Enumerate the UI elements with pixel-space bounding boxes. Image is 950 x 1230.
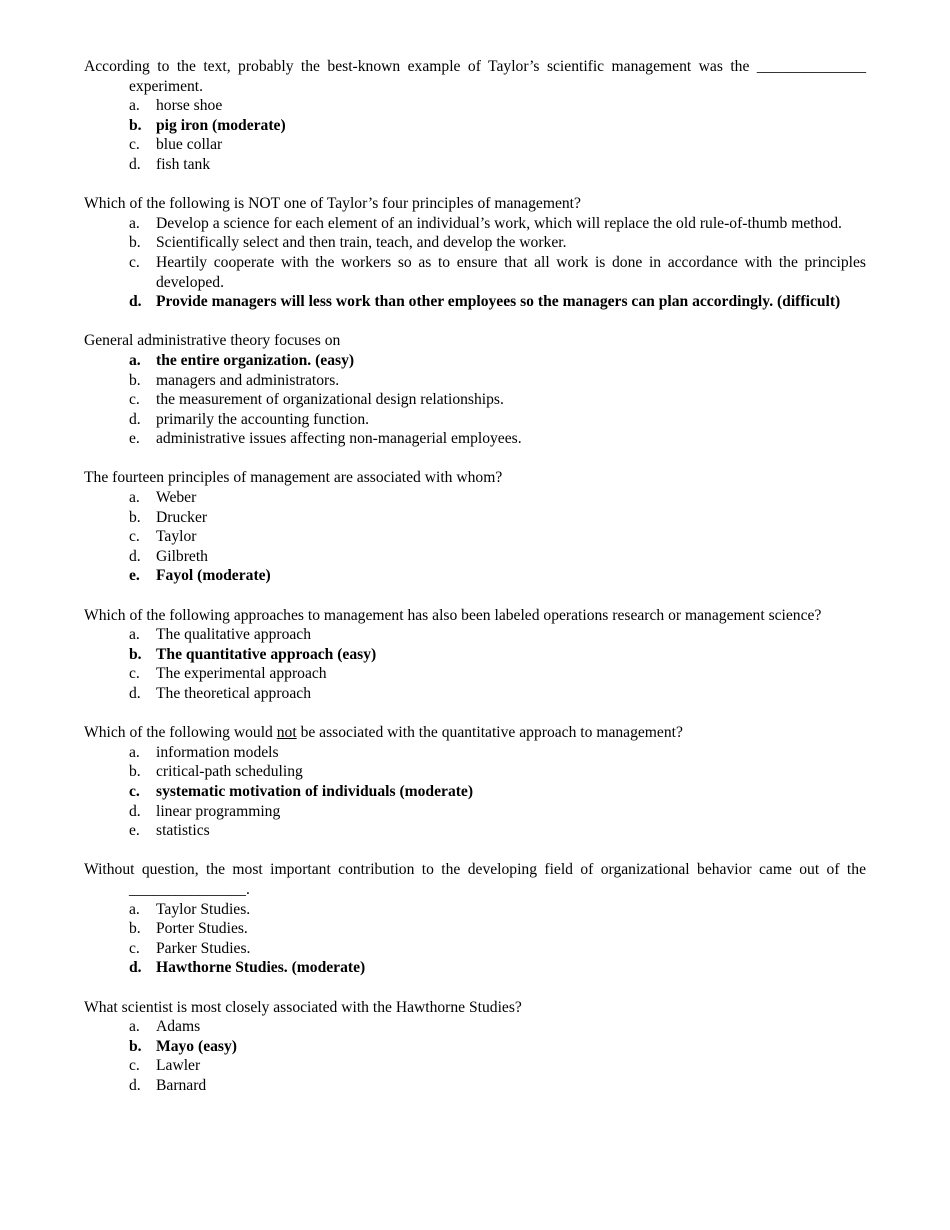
answer-option-c — [84, 390, 866, 410]
answer-option-c — [84, 527, 866, 547]
option-letter: a. — [129, 1018, 140, 1036]
option-text: Scientifically select and then train, teach, and develop the worker. — [156, 234, 567, 252]
answer-option-a-correct — [84, 351, 866, 371]
answer-option-a — [84, 488, 866, 508]
stem-text: Which of the following would — [84, 724, 277, 742]
question-stem — [84, 723, 866, 743]
option-letter: b. — [129, 371, 141, 389]
answer-options — [84, 743, 866, 841]
question-stem: Which of the following is NOT one of Taylor’s four principles of management? — [84, 195, 581, 213]
question-stem: The fourteen principles of management are associated with whom? — [84, 469, 503, 487]
option-text: Hawthorne Studies. (moderate) — [156, 959, 366, 977]
answer-option-a — [84, 743, 866, 763]
option-letter: a. — [129, 900, 140, 918]
answer-option-d — [84, 802, 866, 822]
question-stem: General administrative theory focuses on — [84, 332, 341, 350]
option-letter: c. — [129, 782, 140, 800]
option-text: managers and administrators. — [156, 371, 340, 389]
answer-option-e-correct — [84, 566, 866, 586]
option-text: Gilbreth — [156, 547, 208, 565]
answer-option-b — [84, 508, 866, 528]
answer-option-c — [84, 939, 866, 959]
answer-option-b — [84, 233, 866, 253]
option-text: the entire organization. (easy) — [156, 351, 355, 369]
option-letter: d. — [129, 410, 141, 428]
answer-option-e — [84, 821, 866, 841]
option-text: Weber — [156, 489, 197, 507]
question-stem: According to the text, probably the best-known example of Taylor’s scientific management was the ______________ experiment. — [84, 58, 866, 95]
answer-option-a — [84, 900, 866, 920]
option-letter: c. — [129, 391, 140, 409]
option-text: fish tank — [156, 155, 211, 173]
option-letter: b. — [129, 763, 141, 781]
option-letter: a. — [129, 626, 140, 644]
option-text: statistics — [156, 822, 210, 840]
option-letter: b. — [129, 116, 142, 134]
option-letter: c. — [129, 665, 140, 683]
option-letter: a. — [129, 489, 140, 507]
question-1 — [84, 57, 866, 175]
option-text: primarily the accounting function. — [156, 410, 370, 428]
question-4 — [84, 468, 866, 586]
answer-options — [84, 488, 866, 586]
option-text: linear programming — [156, 802, 281, 820]
answer-option-c — [84, 253, 866, 292]
option-letter: c. — [129, 136, 140, 154]
option-letter: d. — [129, 685, 141, 702]
option-text: systematic motivation of individuals (moderate) — [156, 782, 474, 800]
question-stem: Without question, the most important contribution to the developing field of organizational behavior came out of the _______________. — [84, 861, 866, 898]
answer-option-c — [84, 664, 866, 684]
answer-option-b-correct — [84, 1037, 866, 1057]
option-letter: d. — [129, 155, 141, 173]
answer-option-d — [84, 1076, 866, 1096]
answer-option-b — [84, 919, 866, 939]
option-letter: b. — [129, 508, 141, 526]
option-text: administrative issues affecting non-managerial employees. — [156, 430, 522, 448]
answer-option-d — [84, 684, 866, 704]
option-text: Barnard — [156, 1076, 207, 1094]
option-text: pig iron (moderate) — [156, 116, 286, 134]
option-text: Provide managers will less work than other employees so the managers can plan accordingly. (difficult) — [156, 293, 841, 311]
option-letter: a. — [129, 351, 141, 369]
option-letter: d. — [129, 547, 141, 565]
answer-option-b — [84, 371, 866, 391]
answer-options — [84, 351, 866, 449]
option-text: The qualitative approach — [156, 626, 312, 644]
option-text: critical-path scheduling — [156, 763, 303, 781]
option-letter: b. — [129, 1037, 142, 1055]
answer-option-d — [84, 410, 866, 430]
answer-option-b-correct — [84, 645, 866, 665]
option-text: the measurement of organizational design relationships. — [156, 391, 504, 409]
option-text: horse shoe — [156, 97, 223, 115]
question-stem: Which of the following approaches to management has also been labeled operations research or management science? — [84, 606, 822, 624]
option-letter: d. — [129, 1076, 141, 1094]
option-text: information models — [156, 743, 279, 761]
answer-option-d — [84, 155, 866, 175]
option-text: Fayol (moderate) — [156, 567, 271, 585]
option-letter: c. — [129, 528, 140, 546]
option-letter: d. — [129, 802, 141, 820]
option-text: Mayo (easy) — [156, 1037, 237, 1055]
question-5 — [84, 606, 866, 704]
question-8 — [84, 998, 866, 1096]
option-text: The quantitative approach (easy) — [156, 645, 377, 663]
option-text: Develop a science for each element of an individual’s work, which will replace the old rule-of-thumb method. — [156, 214, 842, 232]
option-letter: b. — [129, 234, 141, 252]
document-page — [84, 57, 866, 1115]
stem-emphasis-not: not — [276, 724, 297, 742]
option-letter: a. — [129, 743, 140, 761]
answer-option-b-correct — [84, 116, 866, 136]
option-text: Taylor — [156, 528, 197, 546]
option-text: Taylor Studies. — [156, 900, 251, 918]
option-text: Drucker — [156, 508, 208, 526]
answer-options — [84, 1017, 866, 1095]
option-letter: a. — [129, 214, 140, 232]
answer-option-c — [84, 1056, 866, 1076]
option-text: blue collar — [156, 136, 223, 154]
option-letter: e. — [129, 430, 140, 448]
question-7 — [84, 860, 866, 978]
answer-options — [84, 96, 866, 174]
option-letter: c. — [129, 1057, 140, 1075]
option-text: The theoretical approach — [156, 685, 311, 702]
option-letter: b. — [129, 645, 142, 663]
option-letter: c. — [129, 253, 140, 271]
option-letter: d. — [129, 293, 142, 311]
answer-option-c-correct — [84, 782, 866, 802]
option-letter: a. — [129, 97, 140, 115]
answer-option-a — [84, 1017, 866, 1037]
answer-option-a — [84, 96, 866, 116]
option-letter: b. — [129, 920, 141, 938]
option-text: Lawler — [156, 1057, 201, 1075]
option-text: Heartily cooperate with the workers so as to ensure that all work is done in accordance with the principles developed. — [156, 253, 866, 291]
answer-option-c — [84, 135, 866, 155]
answer-option-e — [84, 429, 866, 449]
option-text: Adams — [156, 1018, 201, 1036]
question-stem: What scientist is most closely associated with the Hawthorne Studies? — [84, 998, 522, 1016]
option-letter: e. — [129, 822, 140, 840]
option-text: The experimental approach — [156, 665, 327, 683]
stem-text: be associated with the quantitative approach to management? — [296, 724, 683, 742]
answer-option-a — [84, 625, 866, 645]
answer-option-d — [84, 547, 866, 567]
answer-option-a — [84, 214, 866, 234]
answer-option-b — [84, 762, 866, 782]
option-letter: d. — [129, 959, 142, 977]
option-text: Parker Studies. — [156, 939, 251, 957]
option-letter: c. — [129, 939, 140, 957]
answer-options — [84, 900, 866, 978]
answer-option-d-correct — [84, 958, 866, 978]
answer-options — [84, 625, 866, 703]
option-text: Porter Studies. — [156, 920, 248, 938]
answer-options — [84, 214, 866, 312]
answer-option-d-correct — [84, 292, 866, 312]
question-2 — [84, 194, 866, 312]
question-3 — [84, 331, 866, 449]
question-6 — [84, 723, 866, 841]
option-letter: e. — [129, 567, 140, 585]
